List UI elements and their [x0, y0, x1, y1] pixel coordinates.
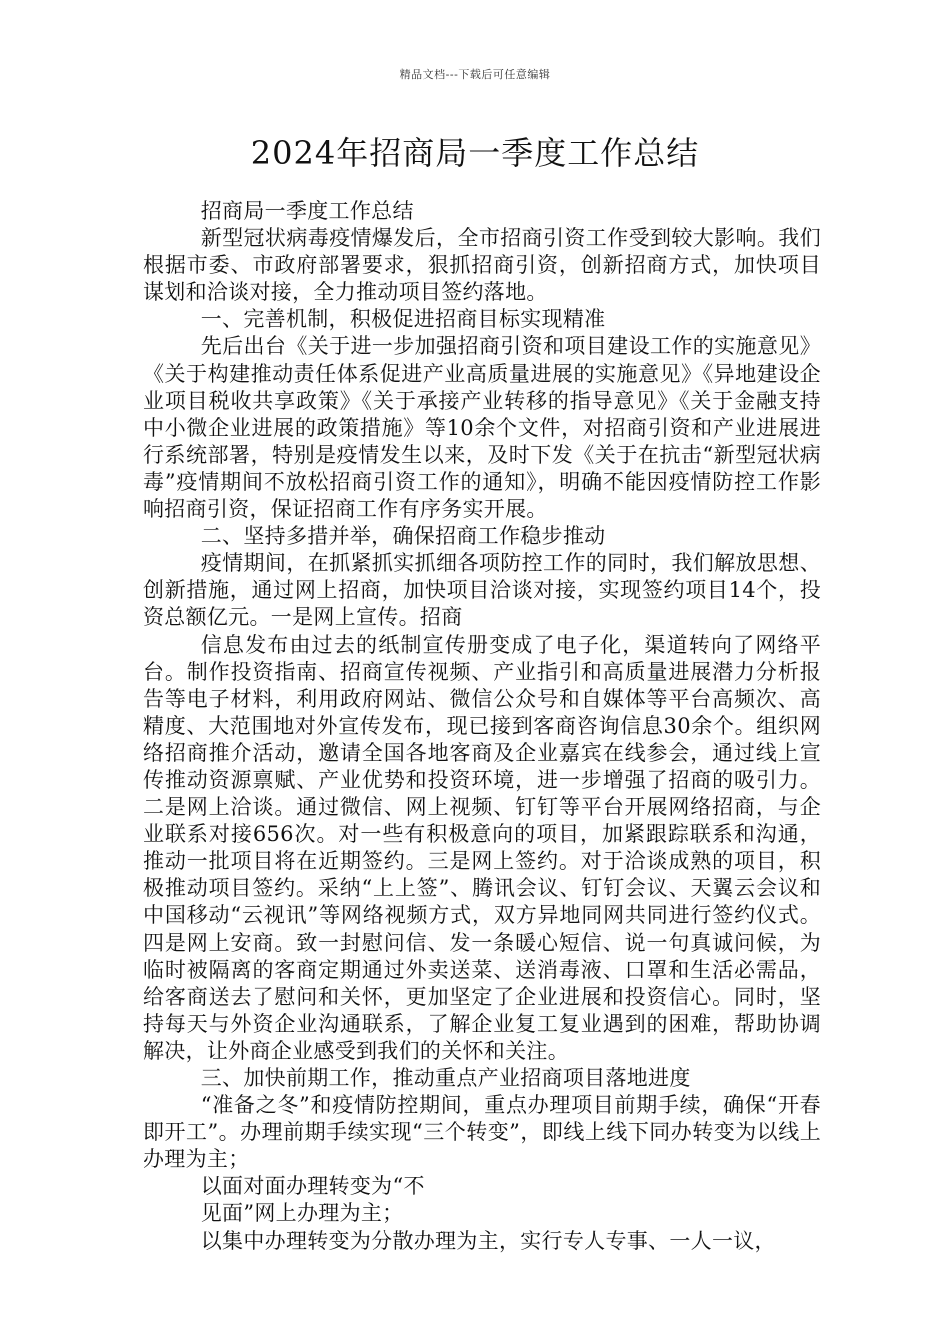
section-heading-2: 二、坚持多措并举，确保招商工作稳步推动 [200, 524, 606, 549]
paragraph-online-details: 信息发布由过去的纸制宣传册变成了电子化，渠道转向了网络平台。制作投资指南、招商宣传视频、产业指引和高质量进展潜力分析报告等电子材料，利用政府网站、微信公众号和自媒体等平台高频次、高精度、大范围地对外宣传发布，现已接到客商咨询信息30余个。组织网络招商推介活动，邀请全国各地客商及企业嘉宾在线参会，通过线上宣传推动资源禀赋、产业优势和投资环境，进一步增强了招商的吸引力。二是网上洽谈。通过微信、网上视频、钉钉等平台开展网络招商，与企业联系对接656次。对一些有积极意向的项目，加紧跟踪联系和沟通，推动一批项目将在近期签约。三是网上签约。对于洽谈成熟的项目，积极推动项目签约。采纳“上上签”、腾讯会议、钉钉会议、天翼云会议和中国移动“云视讯”等网络视频方式，双方异地同网共同进行签约仪式。四是网上安商。致一封慰问信、发一条暖心短信、说一句真诚问候，为临时被隔离的客商定期通过外卖送菜、送消毒液、口罩和生活必需品，给客商送去了慰问和关怀，更加坚定了企业进展和投资信心。同时，坚持每天与外资企业沟通联系，了解企业复工复业遇到的困难，帮助协调解决，让外商企业感受到我们的关怀和关注。 [143, 632, 821, 1063]
paragraph-online-measures: 疫情期间，在抓紧抓实抓细各项防控工作的同时，我们解放思想、创新措施，通过网上招商，加快项目洽谈对接，实现签约项目14个，投资总额亿元。一是网上宣传。招商 [143, 551, 821, 630]
paragraph-subtitle: 招商局一季度工作总结 [200, 199, 414, 223]
paragraph-change-2a: 以面对面办理转变为“不 [200, 1174, 425, 1199]
paragraph-change-2b: 见面”网上办理为主； [200, 1201, 404, 1226]
section-heading-1: 一、完善机制，积极促进招商目标实现精准 [200, 307, 606, 332]
paragraph-intro: 新型冠状病毒疫情爆发后，全市招商引资工作受到较大影响。我们根据市委、市政府部署要求，狠抓招商引资，创新招商方式，加快项目谋划和洽谈对接，全力推动项目签约落地。 [143, 226, 821, 305]
section-heading-3: 三、加快前期工作，推动重点产业招商项目落地进度 [200, 1066, 691, 1090]
paragraph-policies: 先后出台《关于进一步加强招商引资和项目建设工作的实施意见》《关于构建推动责任体系促进产业高质量进展的实施意见》《异地建设企业项目税收共享政策》《关于承接产业转移的指导意见》《关于金融支持中小微企业进展的政策措施》等10余个文件，对招商引资和产业进展进行系统部署，特别是疫情发生以来，及时下发《关于在抗击“新型冠状病毒”疫情期间不放松招商引资工作的通知》，明确不能因疫情防控工作影响招商引资，保证招商工作有序务实开展。 [143, 334, 821, 522]
paragraph-change-3: 以集中办理转变为分散办理为主，实行专人专事、一人一议， [200, 1228, 776, 1253]
header-note: 精品文档---下载后可任意编辑 [399, 68, 551, 81]
document-body [143, 198, 821, 1255]
document-title: 2024年招商局一季度工作总结 [250, 134, 700, 172]
paragraph-preliminary-work: “准备之冬”和疫情防控期间，重点办理项目前期手续，确保“开春即开工”。办理前期手续实现“三个转变”，即线上线下同办转变为以线上办理为主； [143, 1093, 821, 1172]
